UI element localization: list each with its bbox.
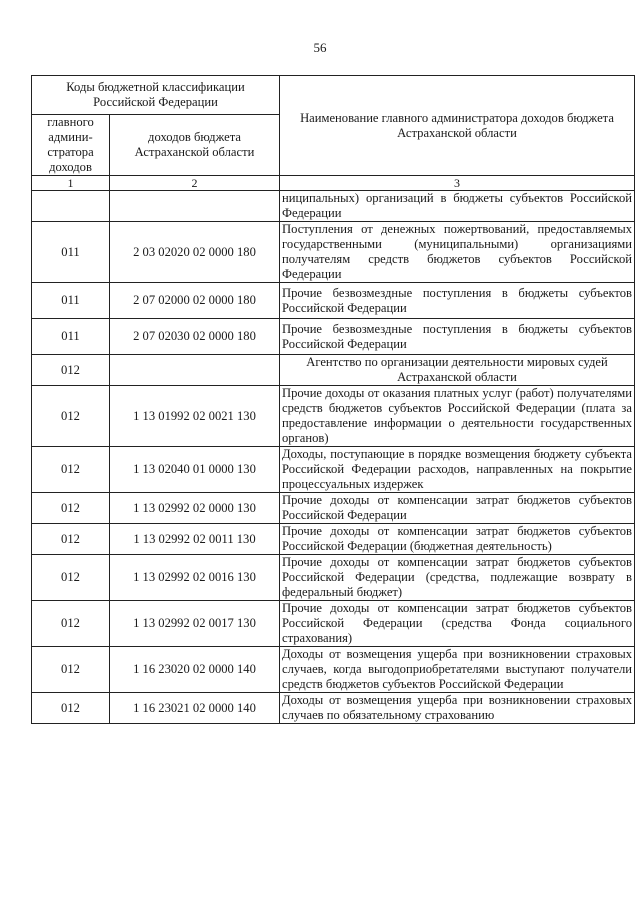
table-row	[32, 555, 635, 601]
header-col3-title: Наименование главного администратора доходов бюджета Астраханской области	[280, 76, 635, 176]
table-row	[32, 693, 635, 724]
admin-code-cell: 012	[32, 647, 110, 693]
table-row	[32, 447, 635, 493]
name-cell: Прочие доходы от компенсации затрат бюджетов субъектов Российской Федерации (средства, подлежащие возврату в федеральный бюджет)	[280, 555, 635, 601]
header-num-2: 2	[110, 176, 280, 191]
table-row	[32, 647, 635, 693]
header-num-3: 3	[280, 176, 635, 191]
admin-code-cell: 012	[32, 524, 110, 555]
admin-code-cell: 012	[32, 555, 110, 601]
income-code-cell: 2 07 02030 02 0000 180	[110, 319, 280, 355]
name-cell: Доходы от возмещения ущерба при возникновении страховых случаев по обязательному страхованию	[280, 693, 635, 724]
admin-code-cell: 012	[32, 493, 110, 524]
budget-classification-table	[31, 75, 635, 724]
name-cell: Доходы, поступающие в порядке возмещения бюджету субъекта Российской Федерации расходов, направленных на покрытие процессуальных издержек	[280, 447, 635, 493]
income-code-cell: 1 13 02040 01 0000 130	[110, 447, 280, 493]
header-row-numbers	[32, 176, 635, 191]
table-row	[32, 386, 635, 447]
header-col1-title: главного админи-стратора доходов	[32, 115, 110, 176]
header-row-top	[32, 76, 635, 115]
header-group-title: Коды бюджетной классификации Российской Федерации	[32, 76, 280, 115]
income-code-cell: 2 03 02020 02 0000 180	[110, 222, 280, 283]
admin-code-cell: 012	[32, 355, 110, 386]
page-number: 56	[313, 40, 327, 55]
table-row	[32, 191, 635, 222]
section-row	[32, 355, 635, 386]
admin-code-cell: 012	[32, 386, 110, 447]
name-cell: Прочие доходы от компенсации затрат бюджетов субъектов Российской Федерации (средства Фонда социального страхования)	[280, 601, 635, 647]
income-code-cell: 1 13 02992 02 0000 130	[110, 493, 280, 524]
admin-code-cell: 011	[32, 283, 110, 319]
income-code-cell: 1 13 01992 02 0021 130	[110, 386, 280, 447]
income-code-cell: 1 16 23020 02 0000 140	[110, 647, 280, 693]
admin-code-cell: 011	[32, 319, 110, 355]
admin-code-cell	[32, 191, 110, 222]
table-row	[32, 524, 635, 555]
header-col2-title: доходов бюджета Астраханской области	[110, 115, 280, 176]
admin-code-cell: 012	[32, 601, 110, 647]
income-code-cell: 1 13 02992 02 0011 130	[110, 524, 280, 555]
admin-code-cell: 012	[32, 447, 110, 493]
name-cell: Прочие безвозмездные поступления в бюджеты субъектов Российской Федерации	[280, 283, 635, 319]
section-title: Агентство по организации деятельности мировых судей Астраханской области	[280, 355, 635, 386]
income-code-cell: 1 13 02992 02 0016 130	[110, 555, 280, 601]
admin-code-cell: 011	[32, 222, 110, 283]
name-cell: Прочие доходы от компенсации затрат бюджетов субъектов Российской Федерации (бюджетная деятельность)	[280, 524, 635, 555]
income-code-cell: 1 13 02992 02 0017 130	[110, 601, 280, 647]
table-row	[32, 493, 635, 524]
income-code-cell: 1 16 23021 02 0000 140	[110, 693, 280, 724]
table-row	[32, 283, 635, 319]
table-row	[32, 601, 635, 647]
header-num-1: 1	[32, 176, 110, 191]
name-cell: Прочие безвозмездные поступления в бюджеты субъектов Российской Федерации	[280, 319, 635, 355]
income-code-cell	[110, 355, 280, 386]
table-row	[32, 319, 635, 355]
income-code-cell	[110, 191, 280, 222]
name-cell: Прочие доходы от компенсации затрат бюджетов субъектов Российской Федерации	[280, 493, 635, 524]
name-cell: Поступления от денежных пожертвований, предоставляемых государственными (муниципальными) организациями получателям средств бюджетов субъектов Российской Федерации	[280, 222, 635, 283]
admin-code-cell: 012	[32, 693, 110, 724]
income-code-cell: 2 07 02000 02 0000 180	[110, 283, 280, 319]
name-cell: ниципальных) организаций в бюджеты субъектов Российской Федерации	[280, 191, 635, 222]
table-row	[32, 222, 635, 283]
name-cell: Прочие доходы от оказания платных услуг (работ) получателями средств бюджетов субъектов Российской Федерации (плата за предоставление информации о деятельности государственных органов)	[280, 386, 635, 447]
name-cell: Доходы от возмещения ущерба при возникновении страховых случаев, когда выгодоприобретателями выступают получатели средств бюджетов субъектов Российской Федерации	[280, 647, 635, 693]
